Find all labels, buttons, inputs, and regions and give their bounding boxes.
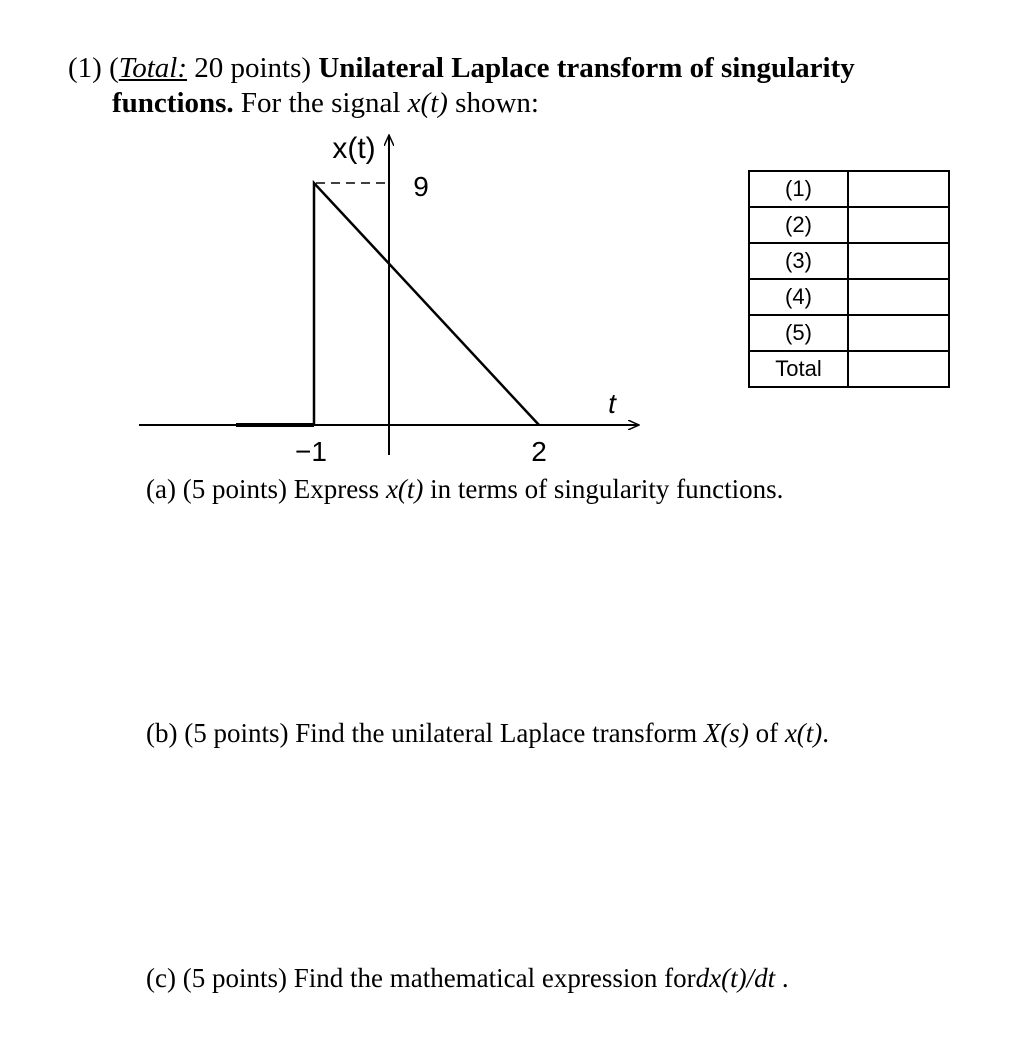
part-c-suffix: . bbox=[781, 963, 789, 993]
signal-line bbox=[314, 183, 539, 425]
score-cell[interactable] bbox=[848, 279, 949, 315]
intro-end: shown: bbox=[455, 87, 539, 119]
score-cell[interactable] bbox=[848, 351, 949, 387]
problem-title: Unilateral Laplace transform of singularity bbox=[318, 52, 855, 84]
x-tick-label-2: 2 bbox=[531, 436, 547, 467]
part-a-text: (a) (5 points) Express bbox=[146, 474, 380, 504]
table-row bbox=[749, 351, 949, 387]
score-table bbox=[748, 170, 950, 388]
x-axis-label: t bbox=[608, 388, 616, 419]
part-b-var2: x(t) bbox=[784, 718, 823, 748]
intro-text: For the signal bbox=[240, 87, 401, 119]
total-label: Total: bbox=[118, 52, 187, 84]
score-row-label: (5) bbox=[749, 315, 848, 351]
part-c-expr: dx(t)/dt bbox=[695, 963, 776, 993]
part-b-text: (b) (5 points) Find the unilateral Laplace transform bbox=[146, 718, 698, 748]
score-row-label: (4) bbox=[749, 279, 848, 315]
x-tick-label-minus-1: −1 bbox=[295, 436, 327, 467]
score-row-label: (3) bbox=[749, 243, 848, 279]
part-b-var1: X(s) bbox=[703, 718, 749, 748]
table-row bbox=[749, 279, 949, 315]
table-row bbox=[749, 171, 949, 207]
part-b-suffix: . bbox=[822, 718, 830, 748]
table-row bbox=[749, 243, 949, 279]
score-cell[interactable] bbox=[848, 171, 949, 207]
part-b-mid: of bbox=[755, 718, 779, 748]
part-c-text: (c) (5 points) Find the mathematical expression for bbox=[146, 963, 696, 993]
y-axis-label: x(t) bbox=[332, 132, 376, 165]
score-row-label: (2) bbox=[749, 207, 848, 243]
total-points: 20 points) bbox=[194, 52, 312, 84]
part-c bbox=[146, 963, 789, 994]
table-row bbox=[749, 207, 949, 243]
part-b bbox=[146, 718, 829, 749]
score-row-label: Total bbox=[749, 351, 848, 387]
score-cell[interactable] bbox=[848, 207, 949, 243]
score-cell[interactable] bbox=[848, 243, 949, 279]
problem-number: (1) bbox=[68, 52, 102, 84]
score-row-label: (1) bbox=[749, 171, 848, 207]
part-a-suffix: in terms of singularity functions. bbox=[430, 474, 784, 504]
score-cell[interactable] bbox=[848, 315, 949, 351]
signal-variable: x(t) bbox=[407, 87, 448, 119]
total-paren: ( bbox=[109, 52, 119, 84]
peak-value-label: 9 bbox=[413, 171, 429, 202]
problem-title-cont: functions. bbox=[112, 87, 234, 119]
table-row bbox=[749, 315, 949, 351]
part-a-var: x(t) bbox=[385, 474, 424, 504]
part-a bbox=[146, 474, 783, 505]
